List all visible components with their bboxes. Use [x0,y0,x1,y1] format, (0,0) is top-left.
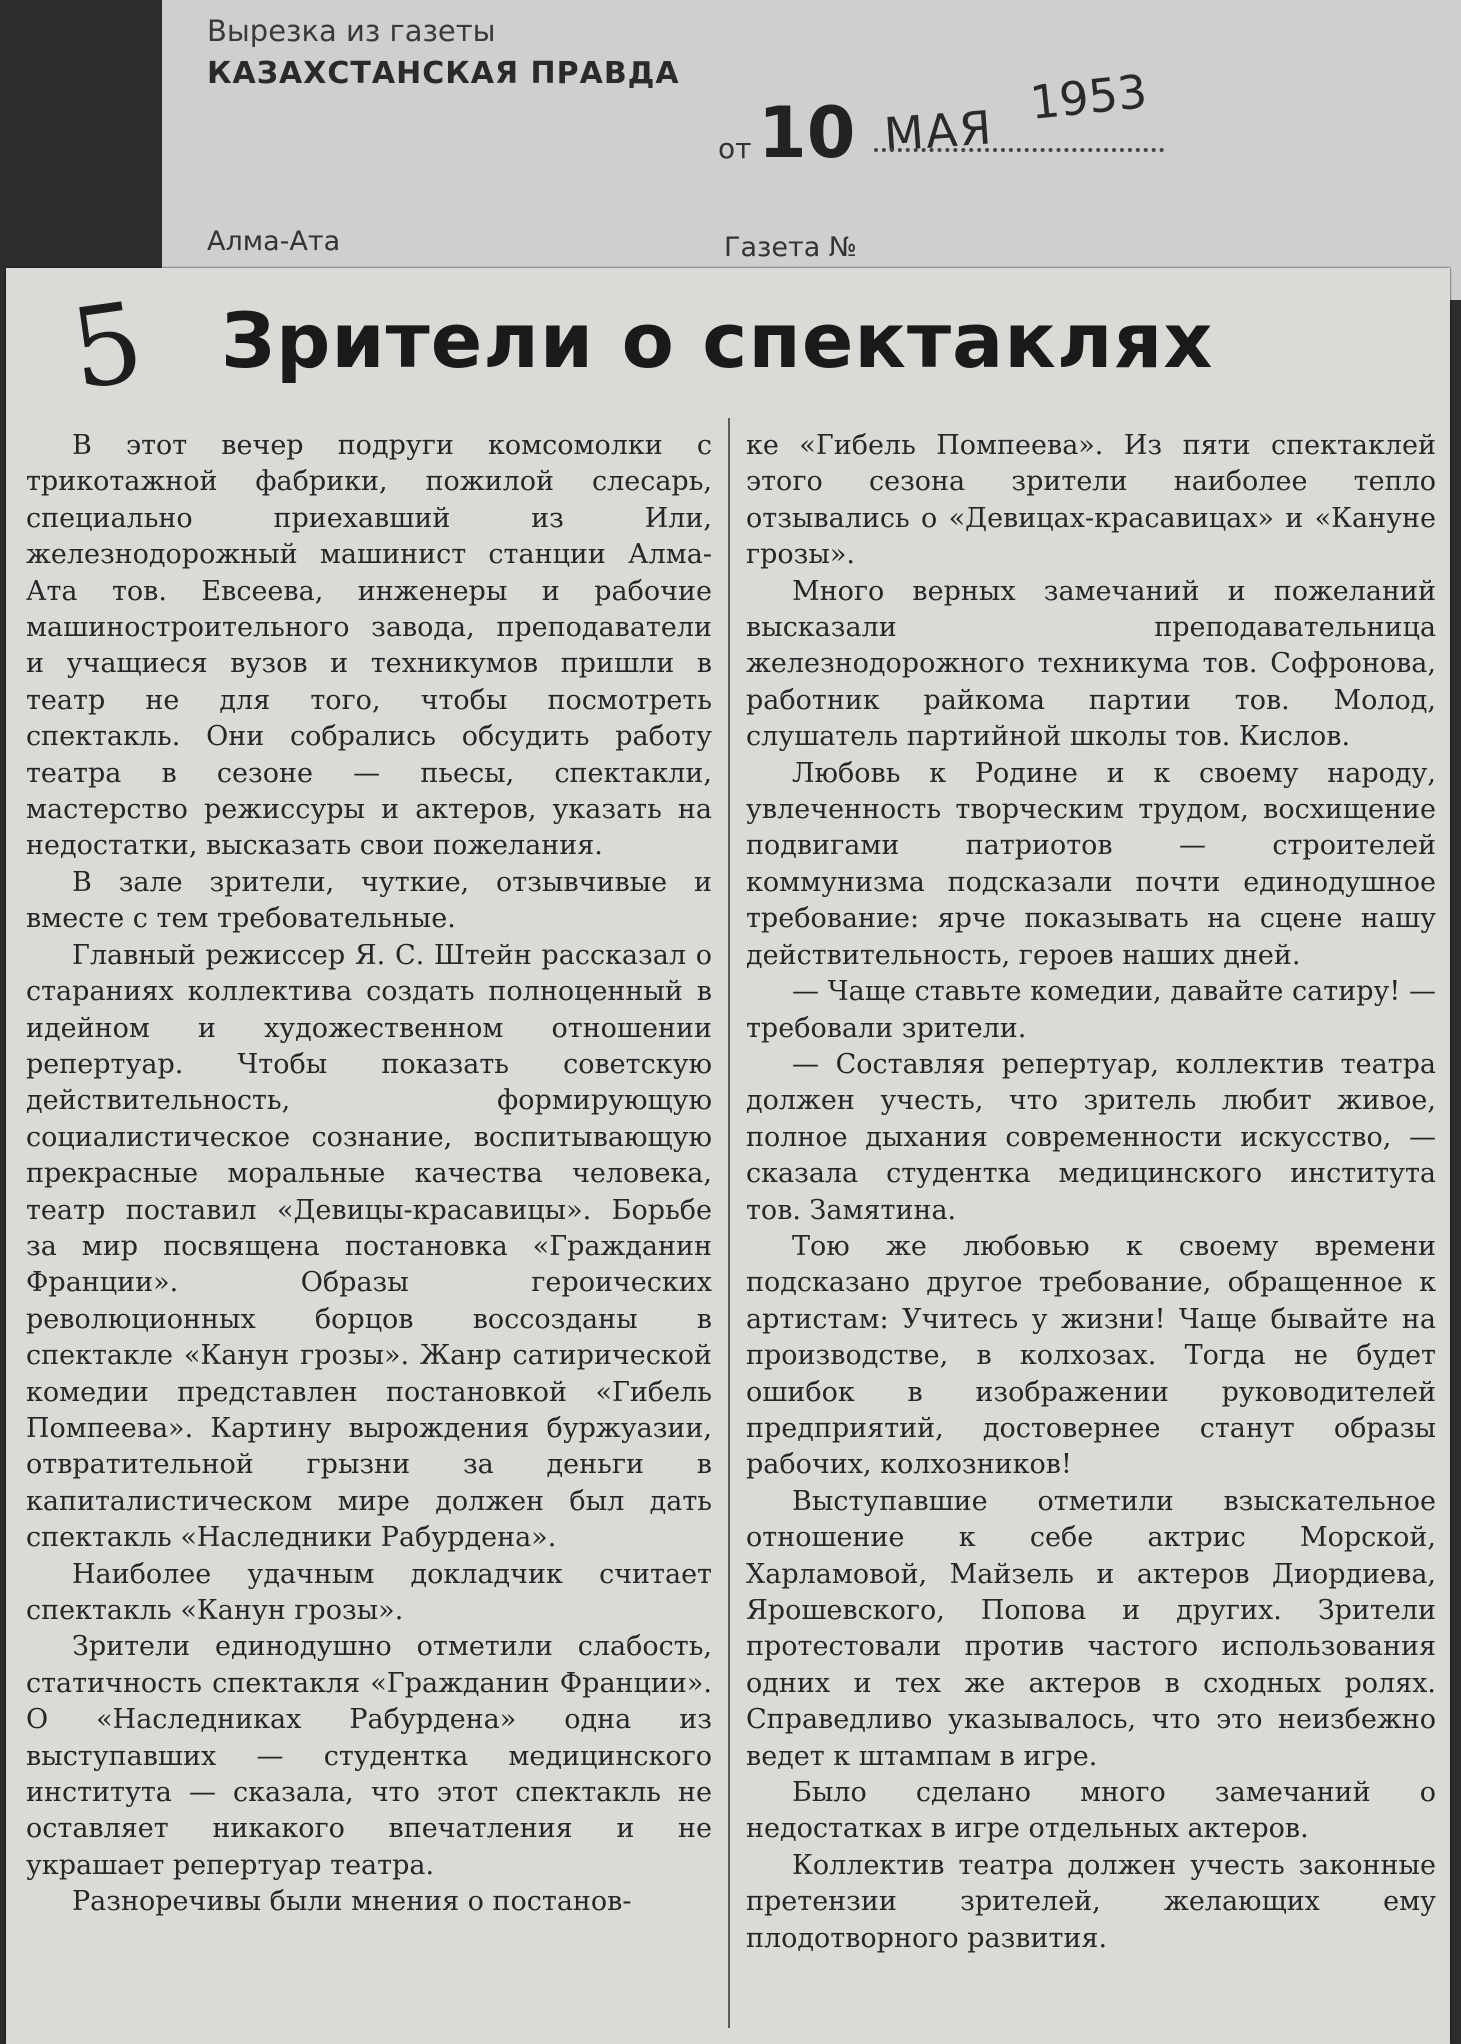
paragraph: Разноречивы были мнения о постанов- [72,1886,632,1918]
slip-city: Алма-Ата [207,226,341,257]
date-dotted-line [874,148,1164,152]
paragraph: Выступавшие отметили взыскательное отношение к себе актрис Морской, Харламовой, Майзель и актеров Диордиева, Ярошевского, Попова и других. Зрители протестовали против частого использования одних и тех же актеров в сходных ролях. Справедливо указывалось, что это неизбежно ведет к штампам в игре. [746,1485,1436,1772]
archive-slip [162,0,1461,300]
slip-number-label: Газета № [724,232,857,263]
paragraph: Было сделано много замечаний о недостатках в игре отдельных актеров. [746,1777,1436,1845]
paragraph: Тою же любовью к своему времени подсказано другое требование, обращенное к артистам: Учитесь у жизни! Чаще бывайте на производстве, в колхозах. Тогда не будет ошибок в изображении руководителей предприятий, достовернее станут образы рабочих, колхозников! [746,1230,1436,1481]
headline: Зрители о спектаклях [221,296,1214,385]
date-month: МАЯ [882,100,995,162]
date-prefix: от [718,132,752,165]
paragraph: — Составляя репертуар, коллектив театра должен учесть, что зритель любит живое, полное дыхания современности искусство, — сказала студентка медицинского института тов. Замятина. [746,1048,1436,1226]
paragraph: — Чаще ставьте комедии, давайте сатиру! — требовали зрители. [746,976,1436,1044]
paragraph: В этот вечер подруги комсомолки с трикотажной фабрики, пожилой слесарь, специально приехавший из Или, железнодорожный машинист станции Алма-Ата тов. Евсеева, инженеры и рабочие машиностроительного завода, преподаватели и учащиеся вузов и техникумов пришли в театр не для того, чтобы посмотреть спектакль. Они собрались обсудить работу театра в сезоне — пьесы, спектакли, мастерство режиссуры и актеров, указать на недостатки, высказать свои пожелания. [26,430,712,862]
newspaper-clipping [6,268,1450,2044]
paragraph: Главный режиссер Я. С. Штейн рассказал о стараниях коллектива создать полноценный в идейном и художественном отношении репертуар. Чтобы показать советскую действительность, формирующую социалистическое сознание, воспитывающую прекрасные моральные качества человека, театр поставил «Девицы-красавицы». Борьбе за мир посвящена постановка «Гражданин Франции». Образы героических революционных борцов воссозданы в спектакле «Канун грозы». Жанр сатирической комедии представлен постановкой «Гибель Помпеева». Картину вырождения буржуазии, отвратительной грызни за деньги в капиталистическом мире должен был дать спектакль «Наследники Рабурдена». [26,939,712,1554]
paragraph: Зрители единодушно отметили слабость, статичность спектакля «Гражданин Франции». О «Наследниках Рабурдена» одна из выступавших — студентка медицинского института — сказала, что этот спектакль не оставляет никакого впечатления и не украшает репертуар театра. [26,1631,712,1881]
slip-label: Вырезка из газеты [207,14,496,48]
paragraph: Коллектив театра должен учесть законные претензии зрителей, желающих ему плодотворного развития. [746,1849,1436,1954]
article-column-left [26,428,712,1921]
newspaper-name: КАЗАХСТАНСКАЯ ПРАВДА [207,56,680,91]
date-year: 1953 [1027,64,1150,130]
column-divider [728,418,730,2028]
date-day: 10 [758,92,856,174]
paragraph: Наиболее удачным докладчик считает спектакль «Канун грозы». [26,1558,712,1626]
paragraph: Много верных замечаний и пожеланий высказали преподавательница железнодорожного техникума тов. Софронова, работник райкома партии тов. Молод, слушатель партийной школы тов. Кислов. [746,575,1436,753]
paragraph: Любовь к Родине и к своему народу, увлеченность творческим трудом, восхищение подвигами патриотов — строителей коммунизма подсказали почти единодушное требование: ярче показывать на сцене нашу действительность, героев наших дней. [746,757,1436,971]
article-column-right [746,428,1436,1957]
handwritten-mark: 5 [63,277,151,415]
paragraph: В зале зрители, чуткие, отзывчивые и вместе с тем требовательные. [26,866,712,935]
paragraph: ке «Гибель Помпеева». Из пяти спектаклей этого сезона зрители наиболее тепло отзывались о «Девицах-красавицах» и «Кануне грозы». [746,430,1436,571]
